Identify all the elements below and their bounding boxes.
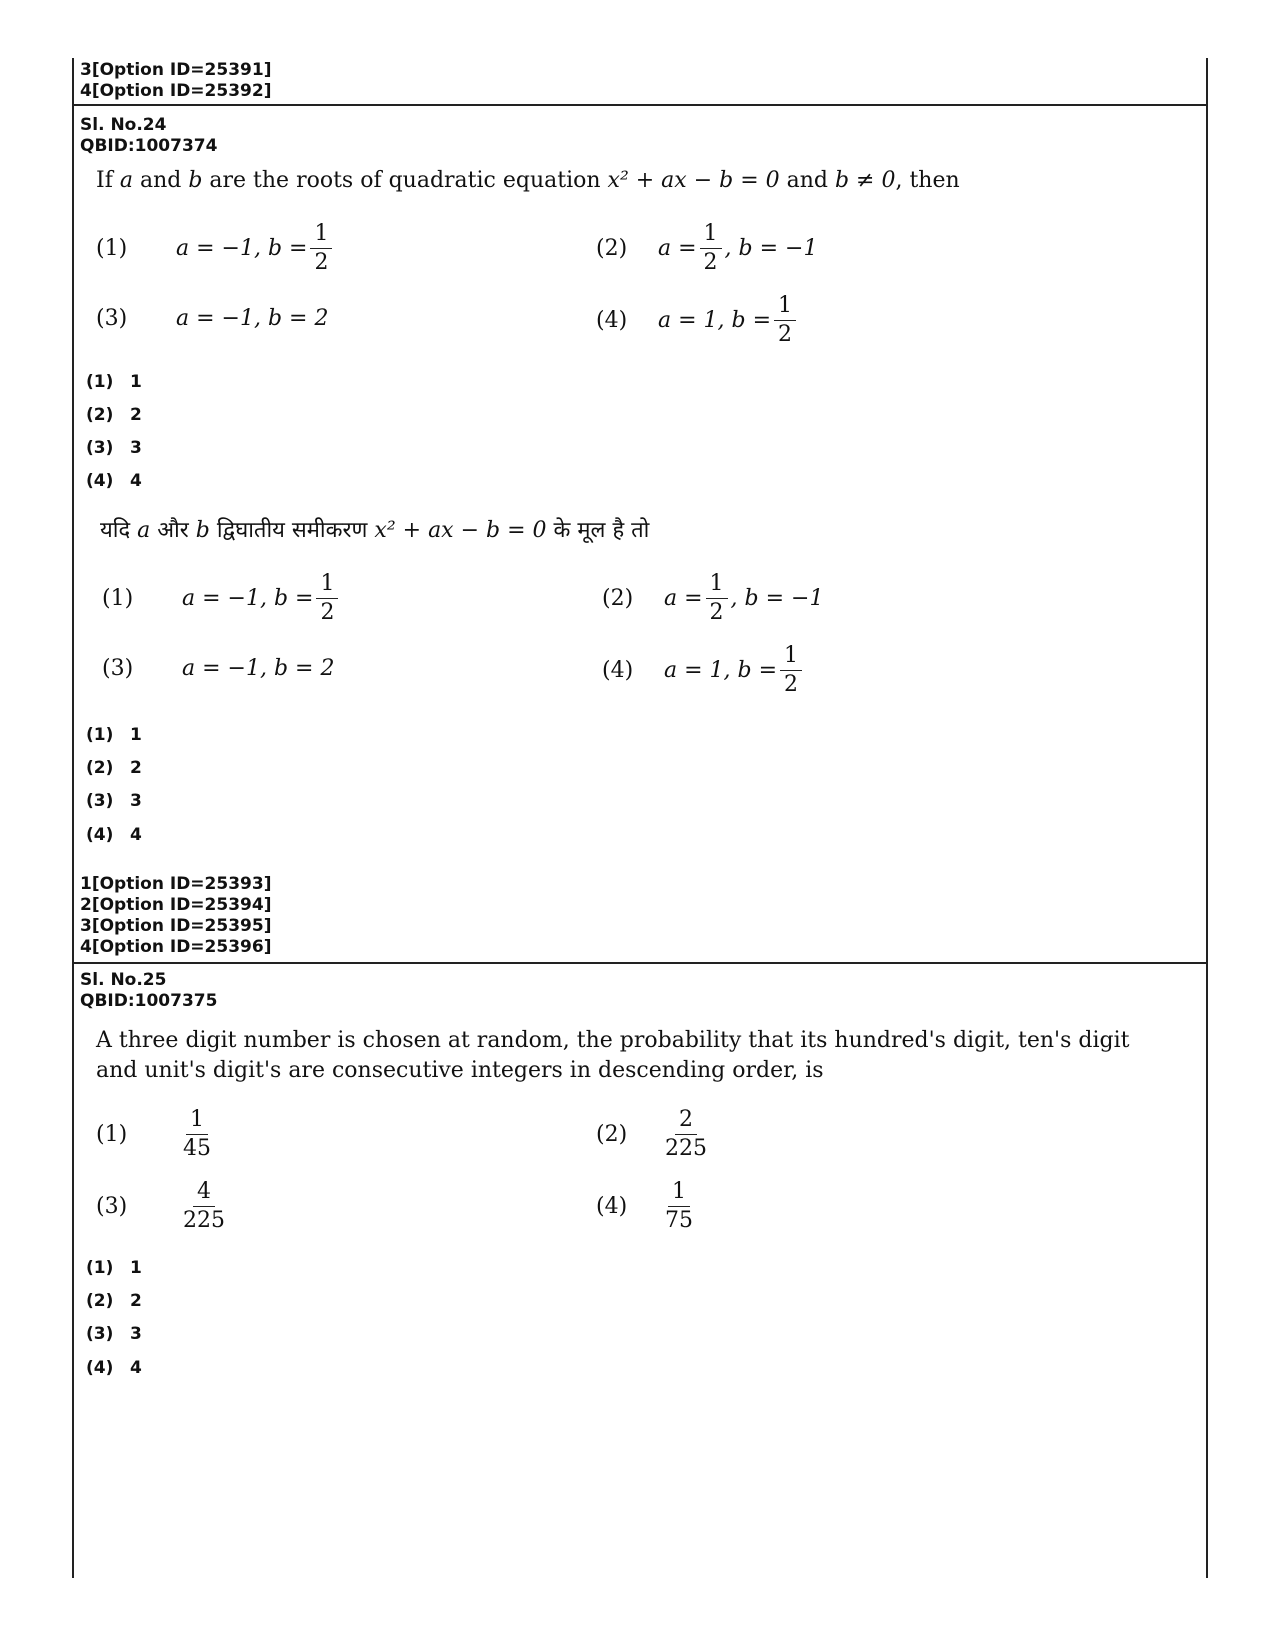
answer-option-3: (3) 3 xyxy=(86,1324,142,1344)
option-id-line: 2[Option ID=25394] xyxy=(80,895,272,915)
question-text-line-1: A three digit number is chosen at random, the probability that its hundred's digit, ten's digit xyxy=(96,1028,1130,1053)
choice-1-hi: (1) a = −1, b = $\frac{1}{2}$ xyxy=(102,570,341,627)
choice-4-hi: (4) a = 1, b = $\frac{1}{2}$ xyxy=(602,642,805,699)
serial-number: Sl. No.25 xyxy=(80,970,167,990)
choice-2: (2) $\frac{2}{225}$ xyxy=(596,1107,707,1161)
option-id-line: 4[Option ID=25396] xyxy=(80,937,272,957)
choice-3-hi: (3) a = −1, b = 2 xyxy=(102,656,335,681)
answer-option-3: (3) 3 xyxy=(86,438,142,458)
divider xyxy=(74,104,1206,106)
answer-option-2: (2) 2 xyxy=(86,405,142,425)
choice-2-hi: (2) a = $\frac{1}{2}$ , b = −1 xyxy=(602,571,824,625)
question-text-hi: यदि a और b द्विघातीय समीकरण x² + ax − b = 0 के मूल है तो xyxy=(100,518,650,543)
answer-option-4: (4) 4 xyxy=(86,825,142,845)
choice-1: (1) a = −1, b = $\frac{1}{2}$ xyxy=(96,220,335,277)
choice-2: (2) a = $\frac{1}{2}$ , b = −1 xyxy=(596,221,818,275)
option-id-line: 3[Option ID=25395] xyxy=(80,916,272,936)
divider xyxy=(74,962,1206,964)
qbid: QBID:1007374 xyxy=(80,136,218,156)
question-text-en: If a and b are the roots of quadratic equation x² + ax − b = 0 and b ≠ 0, then xyxy=(96,168,960,193)
choice-3: (3) a = −1, b = 2 xyxy=(96,306,329,331)
choice-4: (4) $\frac{1}{75}$ xyxy=(596,1179,693,1233)
option-id-line: 1[Option ID=25393] xyxy=(80,874,272,894)
question-text-line-2: and unit's digit's are consecutive integers in descending order, is xyxy=(96,1058,824,1083)
serial-number: Sl. No.24 xyxy=(80,115,167,135)
option-id-line: 3[Option ID=25391] xyxy=(80,60,272,80)
answer-option-2: (2) 2 xyxy=(86,758,142,778)
choice-1: (1) $\frac{1}{45}$ xyxy=(96,1107,211,1161)
answer-option-1: (1) 1 xyxy=(86,1258,142,1278)
choice-4: (4) a = 1, b = $\frac{1}{2}$ xyxy=(596,292,799,349)
answer-option-4: (4) 4 xyxy=(86,1358,142,1378)
answer-option-4: (4) 4 xyxy=(86,471,142,491)
choice-3: (3) $\frac{4}{225}$ xyxy=(96,1179,225,1233)
answer-option-2: (2) 2 xyxy=(86,1291,142,1311)
question-page xyxy=(72,58,1208,1578)
qbid: QBID:1007375 xyxy=(80,991,218,1011)
option-id-line: 4[Option ID=25392] xyxy=(80,81,272,101)
answer-option-1: (1) 1 xyxy=(86,372,142,392)
answer-option-3: (3) 3 xyxy=(86,791,142,811)
answer-option-1: (1) 1 xyxy=(86,725,142,745)
